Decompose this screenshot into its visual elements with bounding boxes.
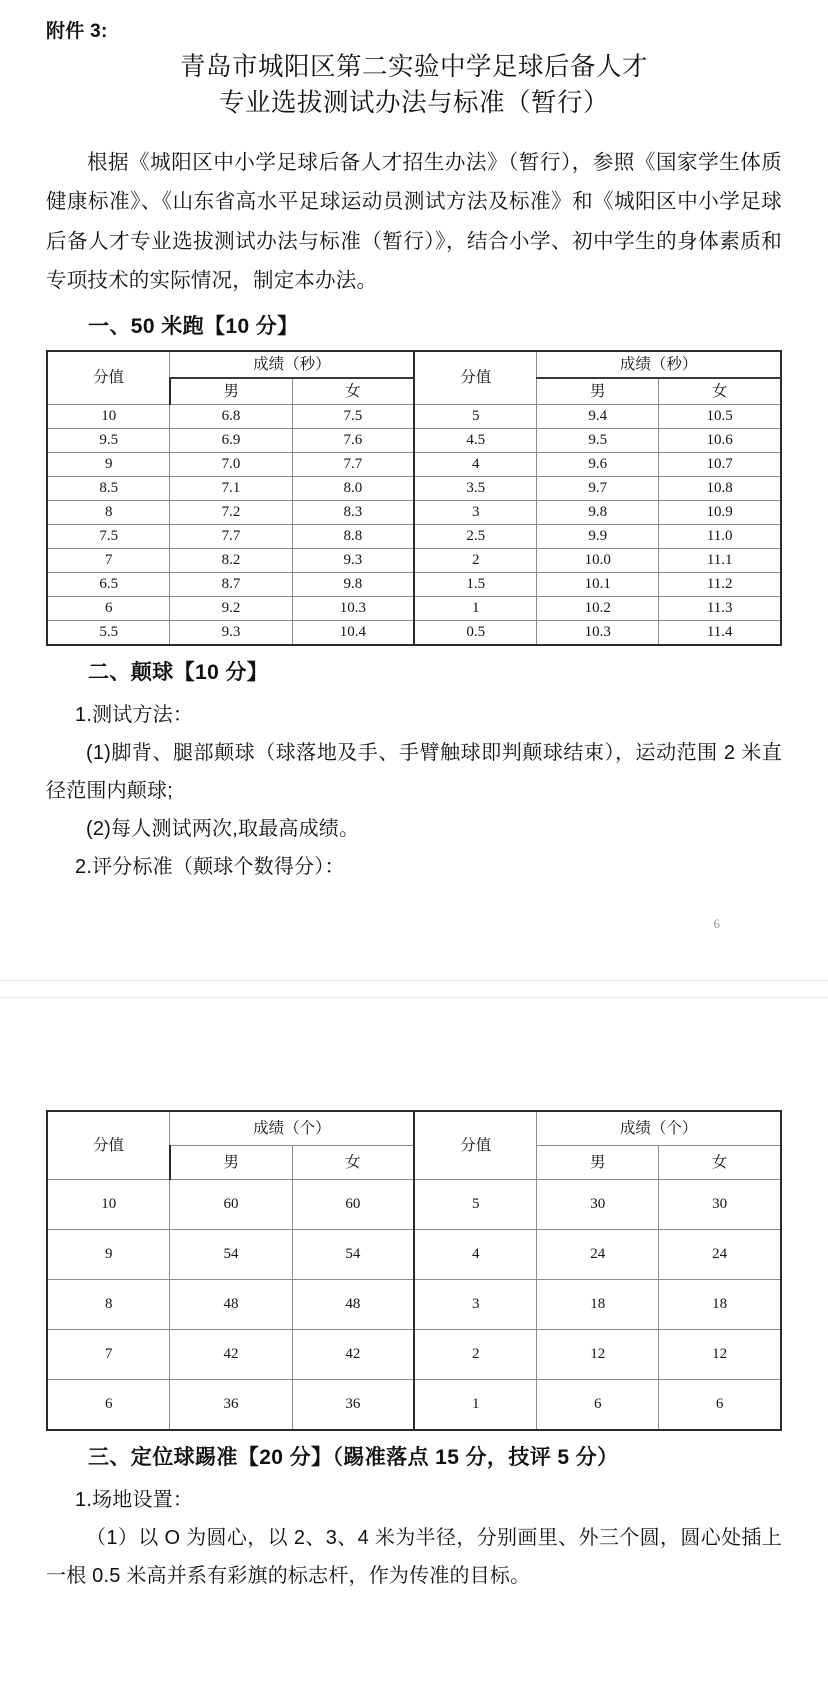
cell-female-left: 7.5: [292, 404, 414, 428]
juggling-table-head: [47, 1111, 781, 1180]
page-title-line-2: 专业选拔测试办法与标准（暂行）: [218, 88, 609, 117]
cell-score-left: 9: [47, 1230, 170, 1280]
section-three-setup-item-1: （1）以 O 为圆心，以 2、3、4 米为半径，分别画里、外三个圆，圆心处插上一根 0.5 米高并系有彩旗的标志杆，作为传准的目标。: [46, 1526, 782, 1587]
section-two-heading: 二、颠球【10 分】: [88, 660, 269, 684]
table-row: [47, 524, 781, 548]
header-male-left: 男: [170, 378, 292, 405]
header-result-left: 成绩（秒）: [170, 351, 414, 378]
table-row: [47, 1230, 781, 1280]
header-male-right: 男: [537, 1146, 659, 1180]
cell-score-left: 9: [47, 452, 170, 476]
table-row: [47, 452, 781, 476]
header-female-right: 女: [659, 1146, 781, 1180]
juggling-table-body: [47, 1180, 781, 1431]
cell-score-right: 3: [414, 1280, 536, 1330]
header-result-right: 成绩（秒）: [537, 351, 781, 378]
page-break-divider: [0, 980, 828, 998]
table-row: [47, 596, 781, 620]
header-male-left: 男: [170, 1146, 292, 1180]
table-row: [47, 572, 781, 596]
cell-female-right: 12: [659, 1330, 781, 1380]
cell-male-right: 6: [537, 1380, 659, 1431]
table-row: [47, 1380, 781, 1431]
cell-male-left: 8.2: [170, 548, 292, 572]
table-row: [47, 620, 781, 645]
cell-male-right: 24: [537, 1230, 659, 1280]
cell-female-right: 24: [659, 1230, 781, 1280]
cell-female-right: 11.3: [659, 596, 781, 620]
cell-score-left: 8: [47, 1280, 170, 1330]
cell-score-right: 5: [414, 404, 536, 428]
cell-score-right: 1: [414, 596, 536, 620]
header-score-left: 分值: [47, 351, 170, 405]
cell-score-right: 2.5: [414, 524, 536, 548]
section-two-method-label: 1.测试方法：: [75, 703, 194, 726]
header-result-right: 成绩（个）: [537, 1111, 781, 1146]
cell-female-right: 11.1: [659, 548, 781, 572]
cell-score-right: 2: [414, 548, 536, 572]
cell-score-right: 2: [414, 1330, 536, 1380]
cell-score-right: 4.5: [414, 428, 536, 452]
juggling-score-table: [46, 1110, 782, 1431]
cell-male-left: 9.2: [170, 596, 292, 620]
cell-female-right: 11.0: [659, 524, 781, 548]
cell-female-right: 10.7: [659, 452, 781, 476]
section-three-setup-label: 1.场地设置：: [75, 1488, 194, 1511]
cell-male-right: 10.1: [537, 572, 659, 596]
table-row: [47, 1280, 781, 1330]
cell-score-right: 1.5: [414, 572, 536, 596]
cell-female-left: 8.3: [292, 500, 414, 524]
attachment-label: 附件 3:: [46, 21, 108, 42]
table-header-row-1: [47, 1111, 781, 1146]
cell-female-right: 18: [659, 1280, 781, 1330]
cell-score-right: 0.5: [414, 620, 536, 645]
sprint-table-head: [47, 351, 781, 405]
cell-male-left: 54: [170, 1230, 292, 1280]
table-row: [47, 1330, 781, 1380]
cell-male-left: 7.1: [170, 476, 292, 500]
cell-male-right: 9.8: [537, 500, 659, 524]
cell-male-right: 10.3: [537, 620, 659, 645]
cell-male-left: 7.0: [170, 452, 292, 476]
cell-score-right: 4: [414, 1230, 536, 1280]
cell-female-right: 11.2: [659, 572, 781, 596]
cell-male-right: 9.7: [537, 476, 659, 500]
cell-female-right: 10.8: [659, 476, 781, 500]
cell-score-right: 1: [414, 1380, 536, 1431]
cell-male-right: 9.5: [537, 428, 659, 452]
cell-female-left: 9.3: [292, 548, 414, 572]
cell-score-right: 3.5: [414, 476, 536, 500]
cell-female-left: 36: [292, 1380, 414, 1431]
cell-male-left: 48: [170, 1280, 292, 1330]
header-male-right: 男: [537, 378, 659, 405]
cell-score-left: 6: [47, 1380, 170, 1431]
cell-female-right: 30: [659, 1180, 781, 1230]
cell-score-right: 5: [414, 1180, 536, 1230]
header-female-left: 女: [292, 378, 414, 405]
document-page-2: [0, 998, 828, 1668]
section-two-criteria-label: 2.评分标准（颠球个数得分）：: [75, 855, 345, 878]
cell-male-right: 10.2: [537, 596, 659, 620]
cell-score-right: 4: [414, 452, 536, 476]
cell-female-left: 8.8: [292, 524, 414, 548]
cell-female-left: 48: [292, 1280, 414, 1330]
table-row: [47, 428, 781, 452]
cell-female-right: 10.5: [659, 404, 781, 428]
header-female-left: 女: [292, 1146, 414, 1180]
cell-score-right: 3: [414, 500, 536, 524]
cell-score-left: 7: [47, 1330, 170, 1380]
section-one-heading: 一、50 米跑【10 分】: [88, 315, 299, 339]
cell-female-right: 10.9: [659, 500, 781, 524]
cell-female-right: 6: [659, 1380, 781, 1431]
header-score-right: 分值: [414, 351, 536, 405]
cell-female-left: 7.6: [292, 428, 414, 452]
page-title-line-1: 青岛市城阳区第二实验中学足球后备人才: [179, 52, 648, 81]
cell-male-right: 9.6: [537, 452, 659, 476]
table-row: [47, 500, 781, 524]
cell-female-left: 10.3: [292, 596, 414, 620]
cell-male-left: 8.7: [170, 572, 292, 596]
cell-male-right: 10.0: [537, 548, 659, 572]
cell-female-left: 7.7: [292, 452, 414, 476]
cell-male-left: 60: [170, 1180, 292, 1230]
cell-female-left: 54: [292, 1230, 414, 1280]
table-row: [47, 1180, 781, 1230]
cell-score-left: 5.5: [47, 620, 170, 645]
cell-score-left: 6.5: [47, 572, 170, 596]
page-title: [46, 49, 782, 121]
header-female-right: 女: [659, 378, 781, 405]
cell-male-left: 42: [170, 1330, 292, 1380]
cell-female-left: 9.8: [292, 572, 414, 596]
header-result-left: 成绩（个）: [170, 1111, 414, 1146]
section-two-method-item-1: (1)脚背、腿部颠球（球落地及手、手臂触球即判颠球结束），运动范围 2 米直径范围内颠球;: [46, 741, 782, 802]
cell-female-left: 10.4: [292, 620, 414, 645]
cell-male-left: 6.9: [170, 428, 292, 452]
cell-score-left: 8: [47, 500, 170, 524]
header-score-left: 分值: [47, 1111, 170, 1180]
intro-paragraph: 根据《城阳区中小学足球后备人才招生办法》（暂行），参照《国家学生体质健康标准》、《山东省高水平足球运动员测试方法及标准》和《城阳区中小学足球后备人才专业选拔测试办法与标准（暂行）》，结合小学、初中学生的身体素质和专项技术的实际情况，制定本办法。: [46, 150, 782, 292]
cell-male-right: 18: [537, 1280, 659, 1330]
cell-male-left: 9.3: [170, 620, 292, 645]
cell-female-right: 11.4: [659, 620, 781, 645]
cell-score-left: 7: [47, 548, 170, 572]
cell-score-left: 9.5: [47, 428, 170, 452]
cell-female-right: 10.6: [659, 428, 781, 452]
table-row: [47, 404, 781, 428]
sprint-score-table: [46, 350, 782, 646]
cell-male-right: 9.9: [537, 524, 659, 548]
cell-score-left: 6: [47, 596, 170, 620]
cell-male-right: 12: [537, 1330, 659, 1380]
cell-female-left: 60: [292, 1180, 414, 1230]
cell-female-left: 8.0: [292, 476, 414, 500]
cell-score-left: 10: [47, 404, 170, 428]
section-two-method-item-2: (2)每人测试两次,取最高成绩。: [86, 817, 360, 840]
cell-male-left: 7.7: [170, 524, 292, 548]
section-three-heading: 三、定位球踢准【20 分】（踢准落点 15 分，技评 5 分）: [88, 1446, 619, 1469]
cell-score-left: 8.5: [47, 476, 170, 500]
page-number: 6: [713, 916, 720, 931]
cell-male-left: 6.8: [170, 404, 292, 428]
cell-score-left: 7.5: [47, 524, 170, 548]
cell-male-right: 30: [537, 1180, 659, 1230]
header-score-right: 分值: [414, 1111, 536, 1180]
cell-male-right: 9.4: [537, 404, 659, 428]
table-row: [47, 476, 781, 500]
cell-female-left: 42: [292, 1330, 414, 1380]
table-header-row-1: [47, 351, 781, 378]
sprint-table-body: [47, 404, 781, 645]
cell-male-left: 36: [170, 1380, 292, 1431]
cell-score-left: 10: [47, 1180, 170, 1230]
cell-male-left: 7.2: [170, 500, 292, 524]
table-row: [47, 548, 781, 572]
